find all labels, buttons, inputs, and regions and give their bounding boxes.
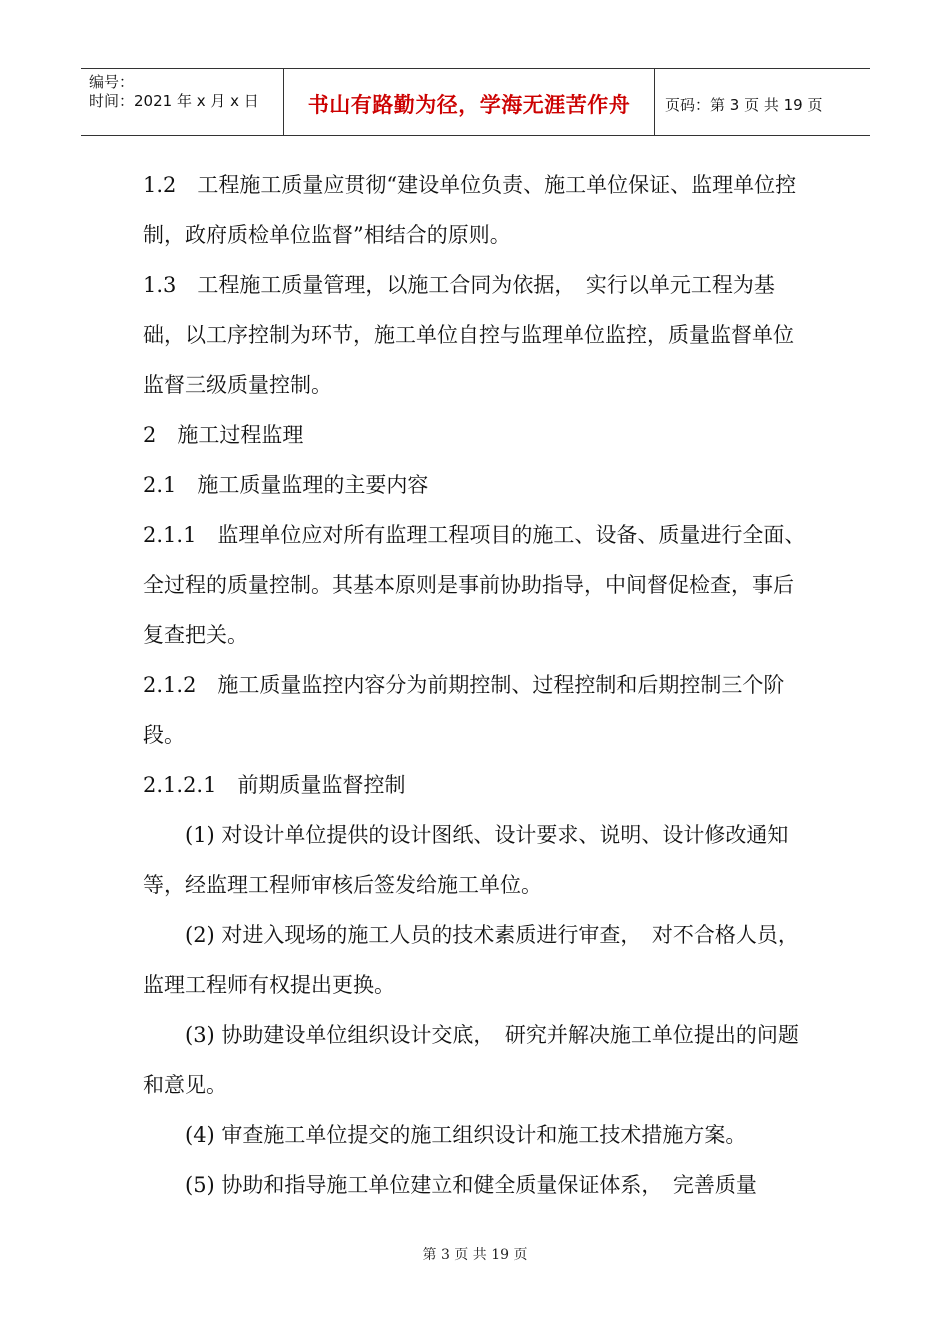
paragraph-1-2: 1.2 工程施工质量应贯彻“建设单位负责、施工单位保证、监理单位控制，政府质检单位监督”相结合的原则。	[143, 173, 797, 247]
list-item-4: (4) 审查施工单位提交的施工组织设计和施工技术措施方案。	[185, 1123, 747, 1147]
page-footer	[0, 1244, 950, 1264]
list-item-1: (1) 对设计单位提供的设计图纸、设计要求、说明、设计修改通知等，经监理工程师审核后签发给施工单位。	[143, 823, 789, 897]
motto-text: 书山有路勤为径，学海无涯苦作舟	[307, 93, 631, 117]
heading-2-1: 2.1 施工质量监理的主要内容	[143, 473, 429, 497]
header-motto-cell	[283, 69, 655, 135]
time-label: 时间：2021 年 x 月 x 日	[89, 92, 259, 110]
paragraph-1-3: 1.3 工程施工质量管理，以施工合同为依据， 实行以单元工程为基础，以工序控制为环节，施工单位自控与监理单位监控，质量监督单位监督三级质量控制。	[143, 273, 794, 397]
paragraph-2-1-1: 2.1.1 监理单位应对所有监理工程项目的施工、设备、质量进行全面、全过程的质量控制。其基本原则是事前协助指导，中间督促检查，事后复查把关。	[143, 523, 806, 647]
page-info: 页码：第 3 页 共 19 页	[665, 95, 823, 114]
list-item-5: (5) 协助和指导施工单位建立和健全质量保证体系， 完善质量	[185, 1173, 757, 1197]
footer-page-number: 第 3 页 共 19 页	[422, 1247, 528, 1263]
heading-2-1-2-1: 2.1.2.1 前期质量监督控制	[143, 773, 406, 797]
heading-2: 2 施工过程监理	[143, 423, 304, 447]
header-page-cell	[655, 69, 870, 135]
header-meta-cell	[81, 69, 283, 135]
number-label: 编号：	[89, 73, 135, 91]
list-item-3: (3) 协助建设单位组织设计交底， 研究并解决施工单位提出的问题和意见。	[143, 1023, 799, 1097]
paragraph-2-1-2: 2.1.2 施工质量监控内容分为前期控制、过程控制和后期控制三个阶段。	[143, 673, 785, 747]
document-header	[81, 68, 870, 136]
document-body	[143, 160, 808, 1210]
list-item-2: (2) 对进入现场的施工人员的技术素质进行审查， 对不合格人员，监理工程师有权提出更换。	[143, 923, 799, 997]
